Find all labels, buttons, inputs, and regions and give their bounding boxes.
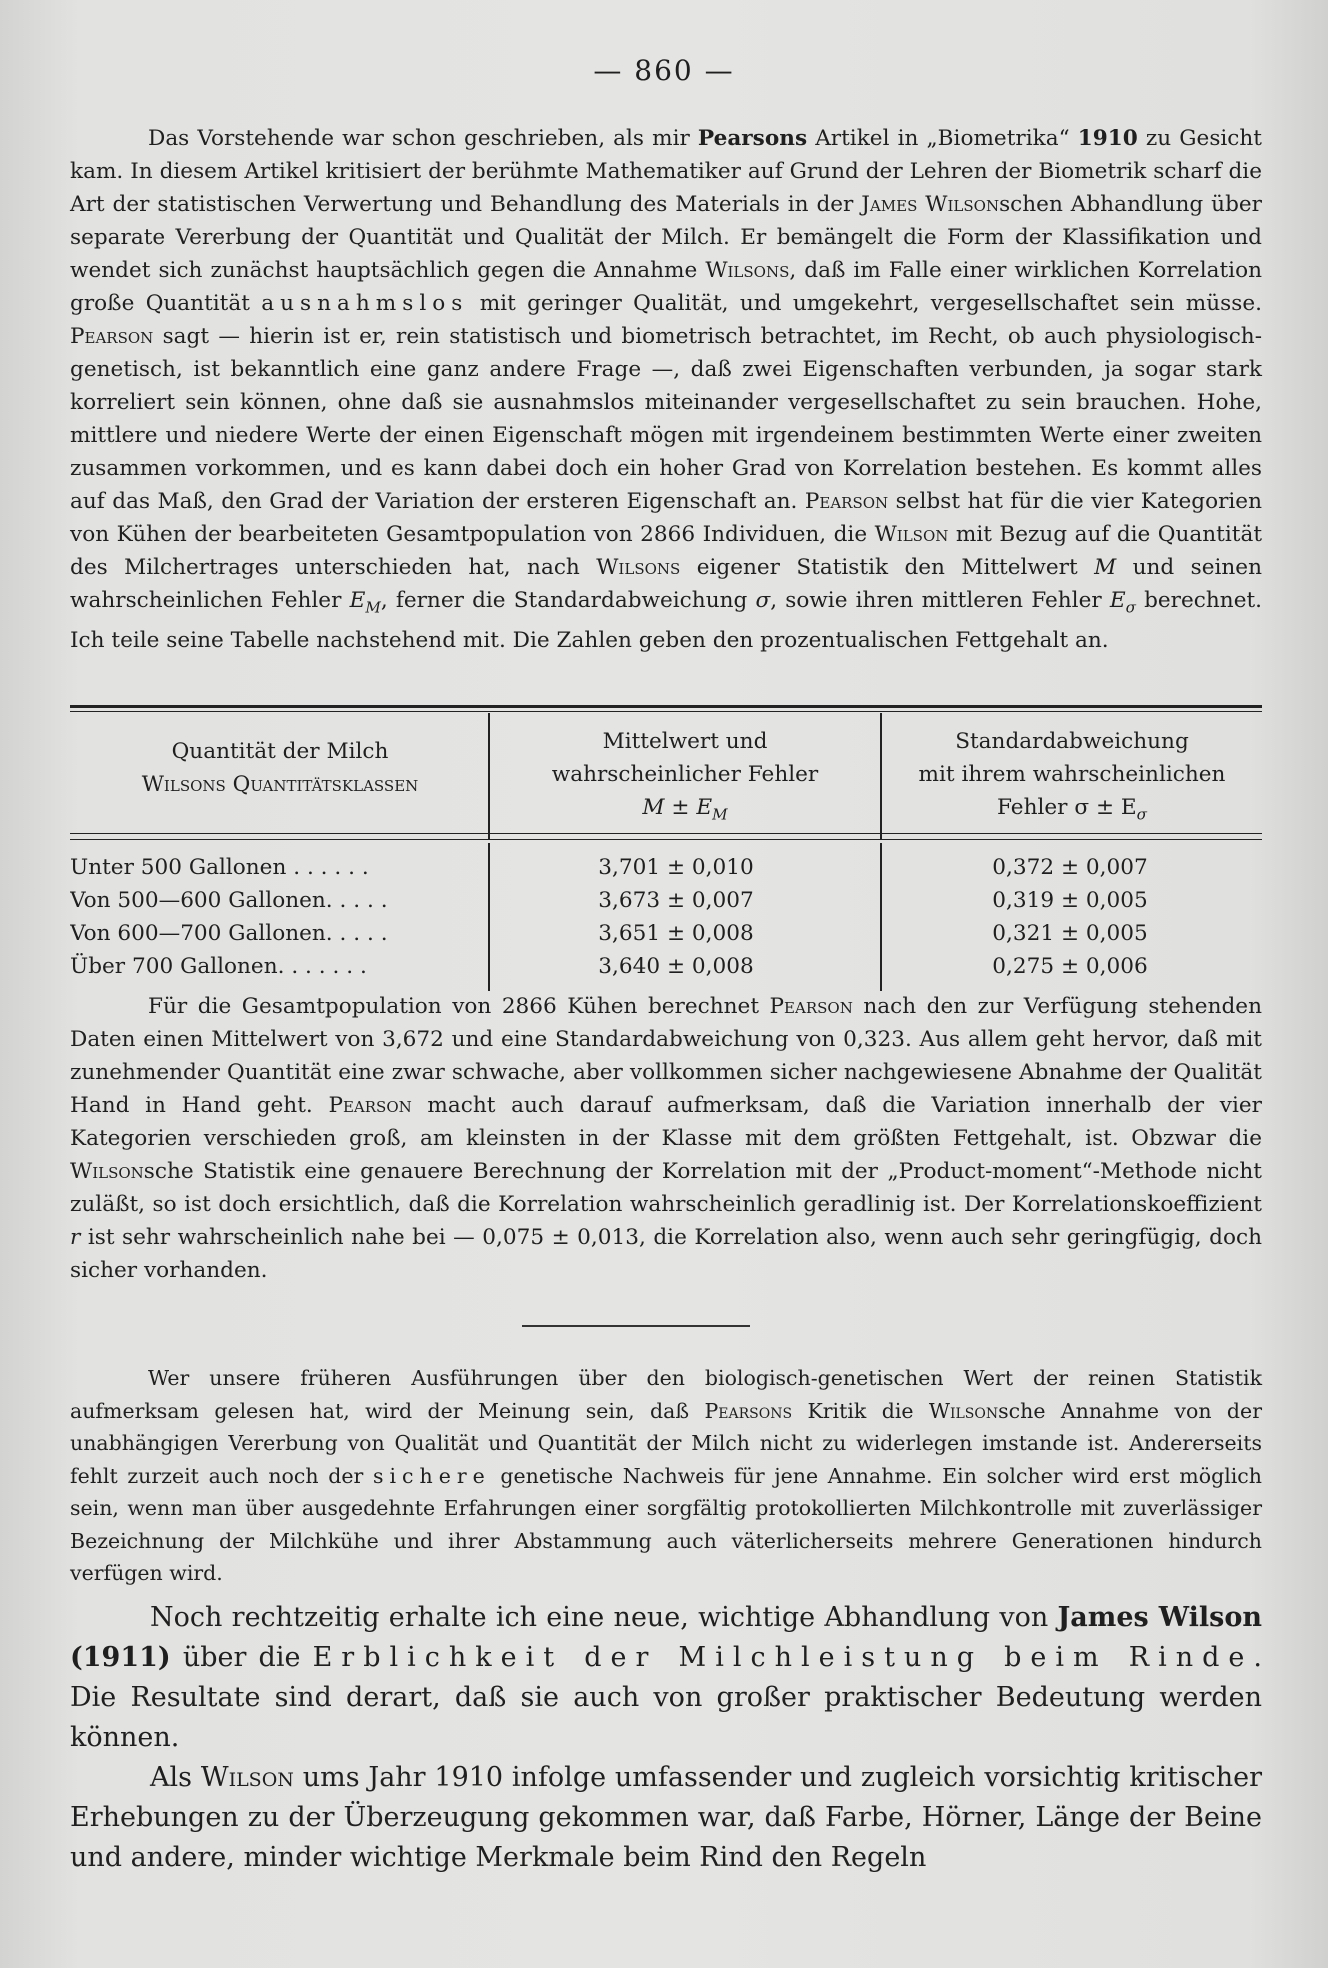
- cell-class: Über 700 Gallonen. . . . . . .: [70, 954, 367, 979]
- header-line: Mittelwert und: [602, 729, 768, 754]
- table-top-rule-thin: [70, 711, 1262, 712]
- spaced-emphasis: Erblichkeit der Milchleistung beim Rinde: [312, 1642, 1254, 1673]
- year-1910: 1910: [1077, 126, 1138, 151]
- author-name-pearson: Pearson: [804, 489, 889, 514]
- text-run: nach den zur Verfügung stehenden Daten einen Mittelwert von 3,672 und eine Standardabweichung von 0,323. Aus allem geht hervor, daß mit zunehmender Quantität eine zwar schwache, aber vollkommen sicher nachgewiesene Abnahme der Qualität Hand in Hand geht.: [70, 994, 1262, 1118]
- author-name-james-wilson: James Wilson: [861, 192, 1000, 217]
- table-row: [70, 950, 1262, 983]
- table-header-rule: [70, 833, 1262, 834]
- paragraph-text: [70, 122, 1262, 657]
- header-line: mit ihrem wahrscheinlichen: [918, 762, 1226, 787]
- text-run: Kritik die: [792, 1398, 929, 1423]
- cell-class: Von 500—600 Gallonen. . . . .: [70, 888, 388, 913]
- cell-class: Von 600—700 Gallonen. . . . .: [70, 921, 388, 946]
- cell-mean: 3,673 ± 0,007: [598, 888, 754, 913]
- author-name-pearson: Pearsons: [697, 126, 808, 151]
- column-divider: [488, 713, 490, 839]
- text-run: über die: [170, 1642, 313, 1673]
- table-header-rule-thin: [70, 839, 1262, 840]
- symbol-subscript: σ: [1125, 598, 1136, 617]
- text-run: mit Bezug auf die Quantität des Milchertrages unterschieden hat, nach: [70, 522, 1262, 580]
- text-run: Wer unsere früheren Ausführungen über den biologisch-genetischen Wert der reinen Statistik aufmerksam gelesen hat, wird der Meinung sein, daß: [70, 1366, 1262, 1423]
- cell-mean: 3,701 ± 0,010: [598, 855, 754, 880]
- cell-mean: 3,651 ± 0,008: [598, 921, 754, 946]
- author-name-pearson: Pearson: [328, 1093, 412, 1118]
- author-name-wilson: Wilsons: [705, 258, 790, 283]
- paragraph-text: [70, 1758, 1262, 1878]
- header-formula-subscript: σ: [1136, 805, 1147, 824]
- spaced-emphasis: sichere: [372, 1463, 491, 1488]
- cell-class: Unter 500 Gallonen . . . . . .: [70, 855, 369, 880]
- paragraph-new-study: [70, 1598, 1262, 1878]
- text-run: zu Gesicht kam. In diesem Artikel kritisiert der berühmte Mathematiker auf Grund der Lehren der Biometrik scharf die Art der statistischen Verwertung und Behandlung des Materials in der: [70, 126, 1262, 217]
- text-run: ums Jahr 1910 infolge umfassender und zugleich vorsichtig kritischer Erhebungen zu der Überzeugung gekommen war, daß Farbe, Hörner, Länge der Beine und andere, minder wichtige Merkmale beim Rind den Regeln: [70, 1762, 1262, 1873]
- header-line: Standardabweichung: [955, 729, 1189, 754]
- text-run: Noch rechtzeitig erhalte ich eine neue, wichtige Abhandlung von: [150, 1602, 1058, 1633]
- column-header-std: [882, 725, 1262, 831]
- text-run: sche Annahme von der unabhängigen Vererbung von Qualität und Quantität der Milch nicht zu widerlegen imstande ist. Andererseits fehlt zurzeit auch noch der: [70, 1398, 1262, 1488]
- header-formula: Fehler σ ± E: [996, 795, 1137, 820]
- spaced-emphasis: ausnahmslos: [261, 291, 469, 316]
- column-header-mean: [490, 725, 880, 831]
- cell-std: 0,372 ± 0,007: [992, 855, 1148, 880]
- author-name-pearson: Pearson: [70, 324, 154, 349]
- text-run: berechnet. Ich teile seine Tabelle nachstehend mit. Die Zahlen geben den prozentualischen Fettgehalt an.: [70, 588, 1263, 654]
- text-run: genetische Nachweis für jene Annahme. Ein solcher wird erst möglich sein, wenn man über ausgedehnte Erfahrungen einer sorgfältig protokollierten Milchkontrolle mit zuverlässiger Bezeichnung der Milchkühe und ihrer Abstammung auch väterlicherseits mehrere Generationen hindurch verfügen wird.: [70, 1463, 1262, 1585]
- text-run: , daß im Falle einer wirklichen Korrelation große Quantität: [70, 258, 1262, 316]
- author-name-wilson: Wilson: [70, 1159, 144, 1184]
- table-row: [70, 851, 1262, 884]
- symbol-e: E: [349, 588, 366, 613]
- text-run: mit geringer Qualität, und umgekehrt, vergesellschaftet sein müsse.: [468, 291, 1262, 316]
- paragraph-text: [70, 990, 1262, 1287]
- text-run: Als: [150, 1762, 201, 1793]
- text-run: ist sehr wahrscheinlich nahe bei — 0,075 ± 0,013, die Korrelation also, wenn auch sehr geringfügig, doch sicher vorhanden.: [70, 1225, 1262, 1283]
- cell-std: 0,319 ± 0,005: [992, 888, 1148, 913]
- paragraph-pearson-critique: [70, 122, 1262, 657]
- text-run: , sowie ihren mittleren Fehler: [770, 588, 1110, 613]
- cell-std: 0,275 ± 0,006: [992, 954, 1148, 979]
- symbol-r: r: [70, 1225, 81, 1250]
- text-run: schen Abhandlung über separate Vererbung der Quantität und Qualität der Milch. Er bemängelt die Form der Klassifikation und wendet sich zunächst hauptsächlich gegen die Annahme: [70, 192, 1262, 283]
- text-run: sagt — hierin ist er, rein statistisch und biometrisch betrachtet, im Recht, ob auch physiologisch-genetisch, ist bekanntlich eine ganz andere Frage —, daß zwei Eigenschaften verbunden, ja sogar stark korreliert sein können, ohne daß sie ausnahmslos miteinander vergesellschaftet zu sein brauchen. Hohe, mittlere und niedere Werte der einen Eigenschaft mögen mit irgendeinem bestimmten Werte einer zweiten zusammen vorkommen, und es kann dabei doch ein hoher Grad von Korrelation bestehen. Es kommt alles auf das Maß, den Grad der Variation der ersteren Eigenschaft an.: [70, 324, 1262, 514]
- text-run: Für die Gesamtpopulation von 2866 Kühen berechnet: [148, 994, 770, 1019]
- symbol-e: E: [1109, 588, 1126, 613]
- table-row: [70, 884, 1262, 917]
- header-line: Wilsons Quantitätsklassen: [141, 772, 419, 797]
- author-name-pearson: Pearson: [769, 994, 853, 1019]
- text-run: selbst hat für die vier Kategorien von Kühen der bearbeiteten Gesamtpopulation von 2866 Individuen, die: [70, 489, 1262, 547]
- text-run: und seinen wahrscheinlichen Fehler: [70, 555, 1262, 613]
- symbol-sigma: σ: [755, 588, 771, 613]
- author-name-wilson: Wilsons: [596, 555, 681, 580]
- text-run: eigener Statistik den Mittelwert: [680, 555, 1095, 580]
- header-formula-subscript: M: [712, 805, 728, 824]
- text-run: . Die Resultate sind derart, daß sie auch von großer praktischer Bedeutung werden können.: [70, 1642, 1262, 1753]
- author-name-wilson: Wilson: [200, 1762, 294, 1793]
- text-run: macht auch darauf aufmerksam, daß die Variation innerhalb der vier Kategorien verschieden groß, am kleinsten in der Klasse mit dem größten Fettgehalt, ist. Obzwar die: [70, 1093, 1262, 1151]
- cell-std: 0,321 ± 0,005: [992, 921, 1148, 946]
- paragraph-text: [70, 1598, 1262, 1758]
- paragraph-text: [70, 1362, 1262, 1590]
- author-name-wilson: Wilson: [874, 522, 949, 547]
- column-divider: [880, 713, 882, 839]
- table-row: [70, 917, 1262, 950]
- text-run: sche Statistik eine genauere Berechnung der Korrelation mit der „Product-moment“-Methode nicht zuläßt, so ist doch ersichtlich, daß die Korrelation wahrscheinlich geradlinig ist. Der Korrelationskoeffizient: [70, 1159, 1262, 1217]
- section-separator: [522, 1325, 750, 1327]
- page-number: — 860 —: [593, 54, 735, 87]
- header-formula: M ± E: [642, 795, 713, 820]
- header-line: Quantität der Milch: [171, 739, 389, 764]
- text-run: Das Vorstehende war schon geschrieben, als mir: [148, 126, 698, 151]
- author-name-james-wilson: James Wilson (1911): [70, 1602, 1262, 1673]
- column-header-quantity: [70, 735, 490, 801]
- header-line: wahrscheinlicher Fehler: [551, 762, 819, 787]
- text-run: Artikel in „Biometrika“: [807, 126, 1078, 151]
- cell-mean: 3,640 ± 0,008: [598, 954, 754, 979]
- paragraph-conclusion: [70, 1362, 1262, 1590]
- paragraph-population-stats: [70, 990, 1262, 1287]
- author-name-pearson: Pearsons: [704, 1398, 793, 1423]
- author-name-wilson: Wilson: [928, 1398, 999, 1423]
- table-top-rule: [70, 705, 1262, 708]
- symbol-subscript: M: [365, 598, 381, 617]
- symbol-m: M: [1094, 555, 1117, 580]
- text-run: , ferner die Standardabweichung: [380, 588, 756, 613]
